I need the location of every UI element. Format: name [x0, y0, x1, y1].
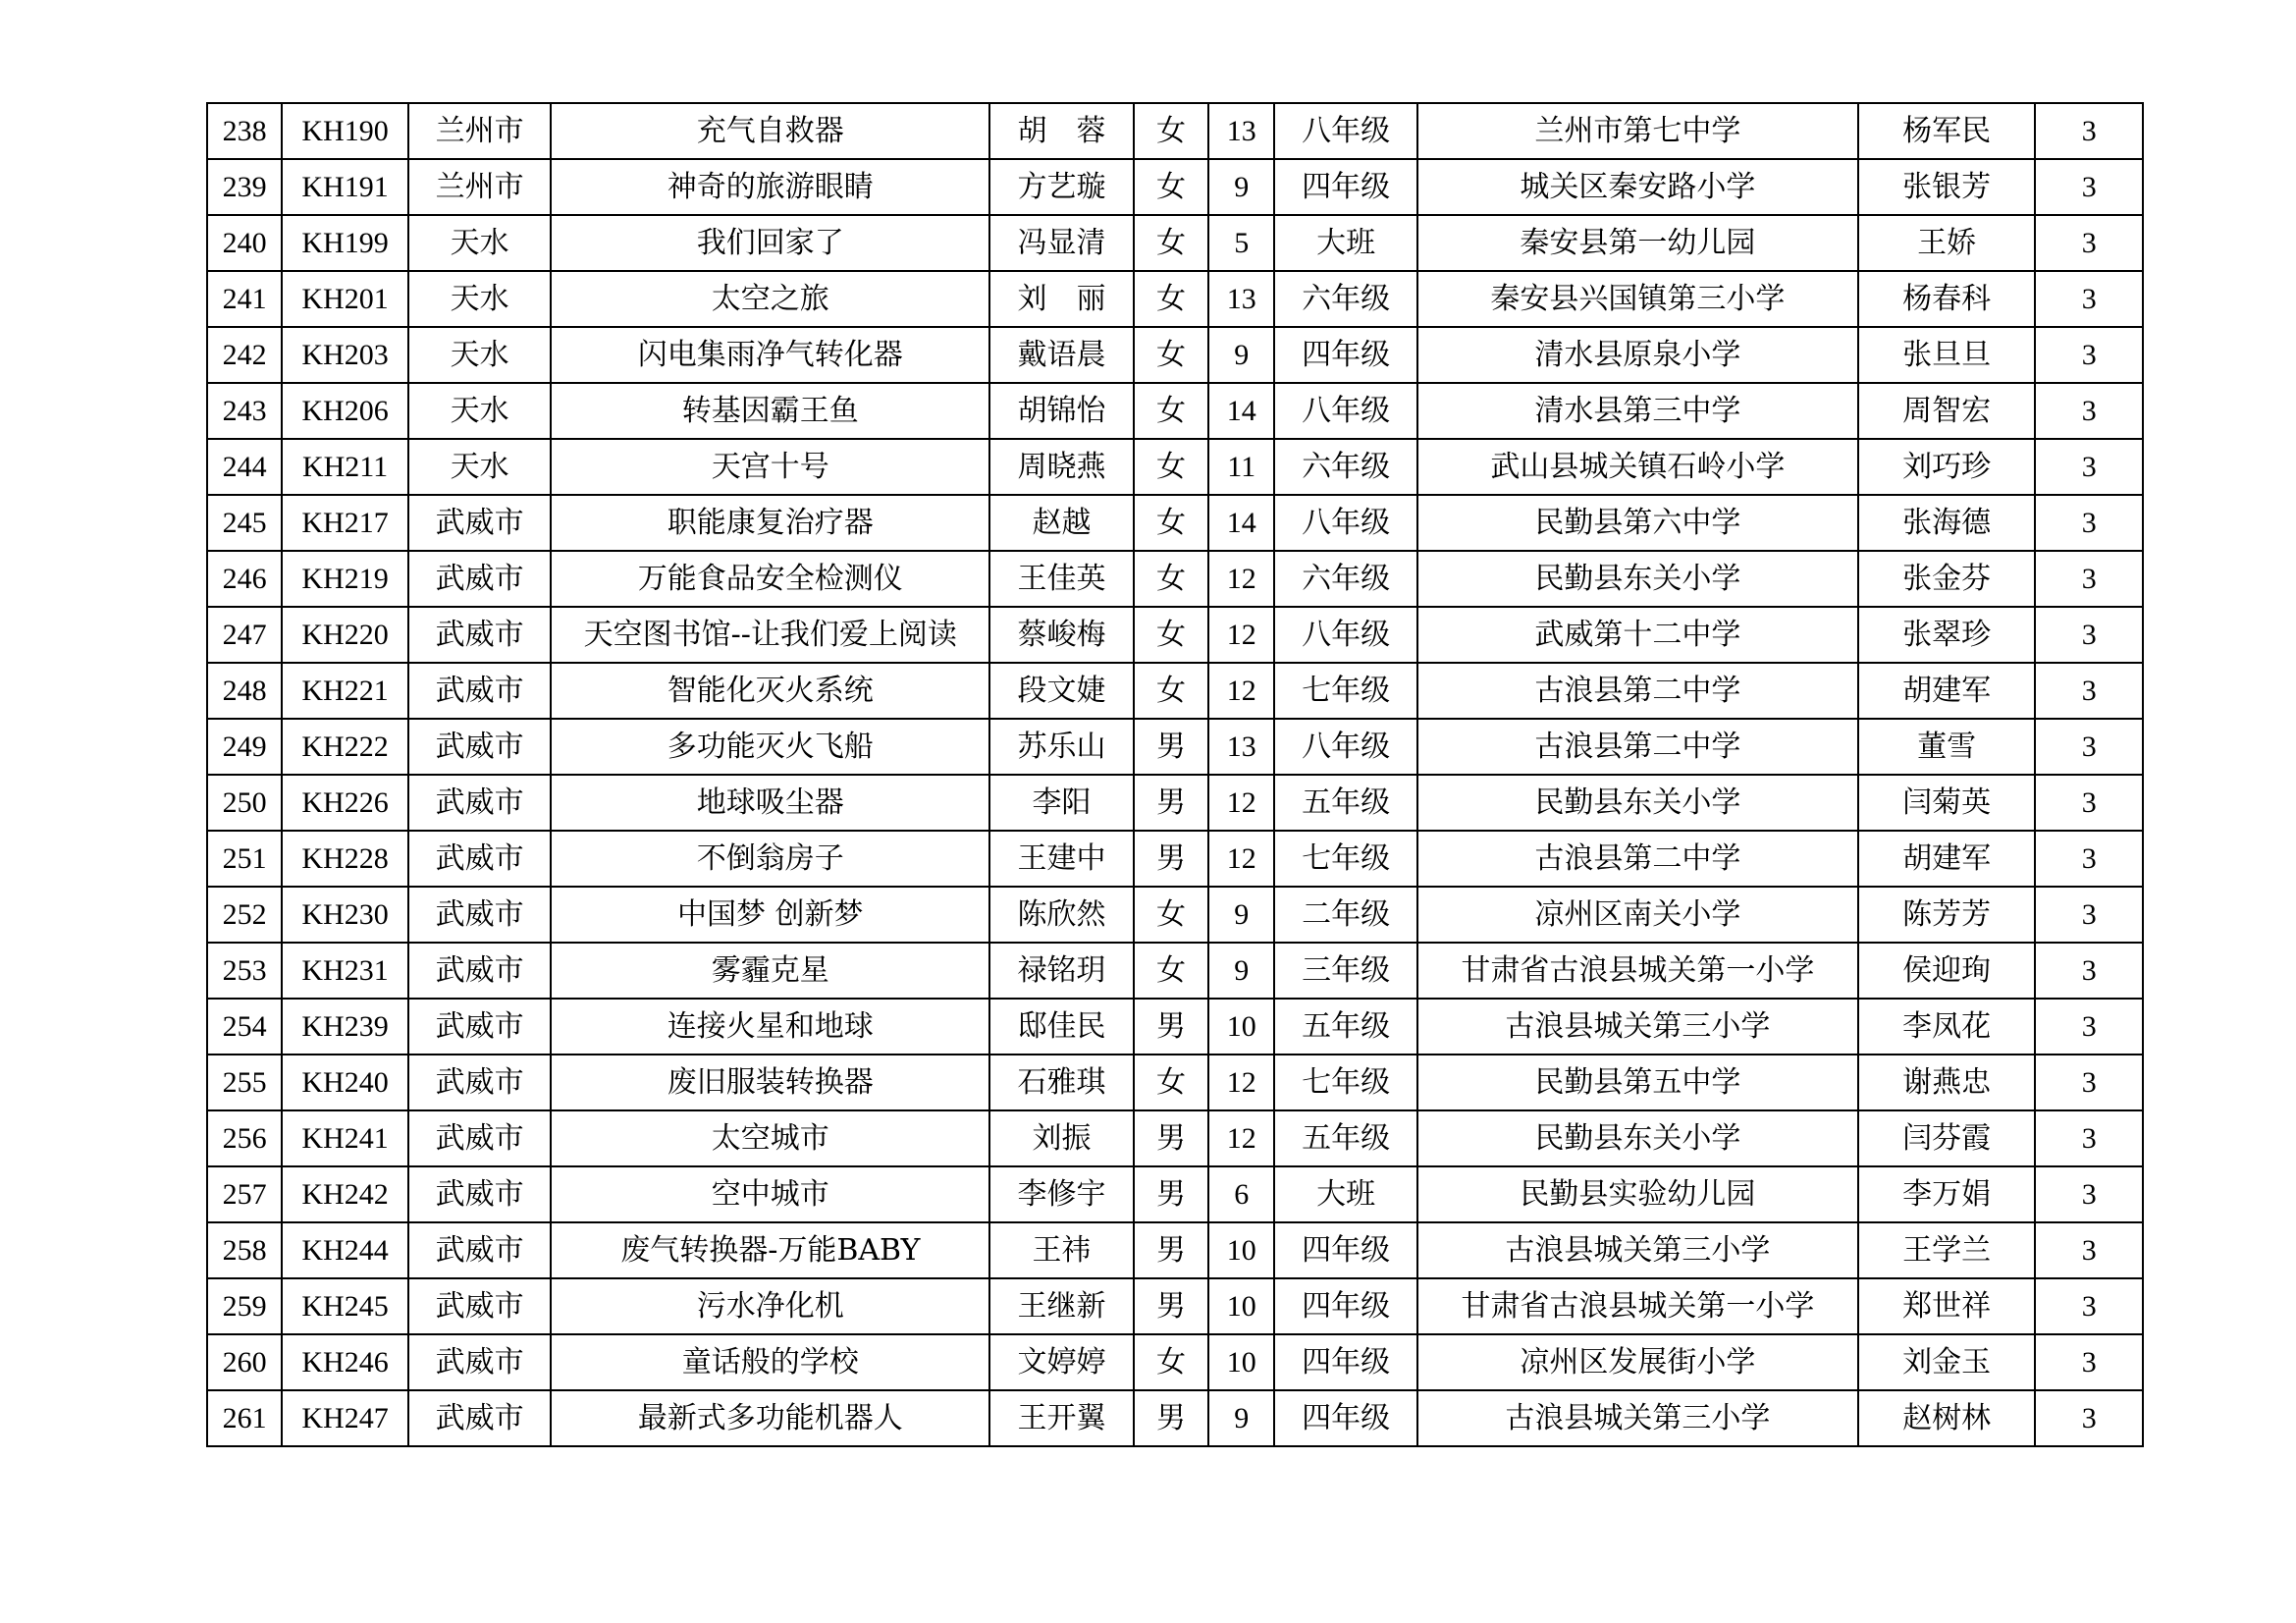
- student-name-cell: 段文婕: [989, 663, 1134, 719]
- entry-code-cell: KH231: [282, 943, 408, 999]
- student-name-cell: 刘 丽: [989, 271, 1134, 327]
- city-cell: 武威市: [408, 663, 552, 719]
- row-number-cell: 242: [207, 327, 282, 383]
- teacher-cell: 刘巧珍: [1858, 439, 2036, 495]
- table-row: [207, 999, 2143, 1055]
- student-name-cell: 李修宇: [989, 1166, 1134, 1222]
- level-cell: 3: [2035, 1055, 2143, 1110]
- teacher-cell: 闫菊英: [1858, 775, 2036, 831]
- table-row: [207, 1166, 2143, 1222]
- city-cell: 武威市: [408, 1166, 552, 1222]
- teacher-cell: 陈芳芳: [1858, 887, 2036, 943]
- teacher-cell: 郑世祥: [1858, 1278, 2036, 1334]
- entry-code-cell: KH244: [282, 1222, 408, 1278]
- grade-cell: 五年级: [1274, 775, 1417, 831]
- student-name-cell: 王佳英: [989, 551, 1134, 607]
- teacher-cell: 张银芳: [1858, 159, 2036, 215]
- table-row: [207, 383, 2143, 439]
- age-cell: 10: [1208, 999, 1274, 1055]
- table-row: [207, 719, 2143, 775]
- grade-cell: 四年级: [1274, 159, 1417, 215]
- entry-code-cell: KH199: [282, 215, 408, 271]
- entry-code-cell: KH206: [282, 383, 408, 439]
- level-cell: 3: [2035, 607, 2143, 663]
- work-title-cell: 神奇的旅游眼睛: [551, 159, 989, 215]
- city-cell: 武威市: [408, 1334, 552, 1390]
- school-cell: 民勤县东关小学: [1417, 1110, 1858, 1166]
- teacher-cell: 张旦旦: [1858, 327, 2036, 383]
- work-title-cell: 充气自救器: [551, 103, 989, 159]
- table-row: [207, 1334, 2143, 1390]
- table-row: [207, 887, 2143, 943]
- city-cell: 武威市: [408, 775, 552, 831]
- student-name-cell: 苏乐山: [989, 719, 1134, 775]
- grade-cell: 五年级: [1274, 999, 1417, 1055]
- school-cell: 古浪县城关第三小学: [1417, 999, 1858, 1055]
- table-row: [207, 1278, 2143, 1334]
- row-number-cell: 257: [207, 1166, 282, 1222]
- gender-cell: 女: [1134, 103, 1208, 159]
- teacher-cell: 胡建军: [1858, 663, 2036, 719]
- row-number-cell: 247: [207, 607, 282, 663]
- row-number-cell: 259: [207, 1278, 282, 1334]
- teacher-cell: 胡建军: [1858, 831, 2036, 887]
- row-number-cell: 252: [207, 887, 282, 943]
- teacher-cell: 张金芬: [1858, 551, 2036, 607]
- grade-cell: 七年级: [1274, 831, 1417, 887]
- level-cell: 3: [2035, 887, 2143, 943]
- grade-cell: 四年级: [1274, 1222, 1417, 1278]
- age-cell: 12: [1208, 551, 1274, 607]
- student-name-cell: 陈欣然: [989, 887, 1134, 943]
- student-name-cell: 刘振: [989, 1110, 1134, 1166]
- age-cell: 13: [1208, 719, 1274, 775]
- teacher-cell: 李凤花: [1858, 999, 2036, 1055]
- teacher-cell: 董雪: [1858, 719, 2036, 775]
- level-cell: 3: [2035, 999, 2143, 1055]
- gender-cell: 女: [1134, 607, 1208, 663]
- gender-cell: 女: [1134, 495, 1208, 551]
- work-title-cell: 空中城市: [551, 1166, 989, 1222]
- city-cell: 天水: [408, 439, 552, 495]
- table-row: [207, 775, 2143, 831]
- age-cell: 5: [1208, 215, 1274, 271]
- work-title-cell: 转基因霸王鱼: [551, 383, 989, 439]
- gender-cell: 女: [1134, 663, 1208, 719]
- table-row: [207, 103, 2143, 159]
- city-cell: 武威市: [408, 1278, 552, 1334]
- school-cell: 兰州市第七中学: [1417, 103, 1858, 159]
- age-cell: 12: [1208, 607, 1274, 663]
- level-cell: 3: [2035, 1110, 2143, 1166]
- table-row: [207, 607, 2143, 663]
- city-cell: 天水: [408, 383, 552, 439]
- student-name-cell: 王建中: [989, 831, 1134, 887]
- city-cell: 武威市: [408, 551, 552, 607]
- city-cell: 武威市: [408, 999, 552, 1055]
- teacher-cell: 王学兰: [1858, 1222, 2036, 1278]
- work-title-cell: 智能化灭火系统: [551, 663, 989, 719]
- city-cell: 武威市: [408, 887, 552, 943]
- grade-cell: 八年级: [1274, 495, 1417, 551]
- level-cell: 3: [2035, 1390, 2143, 1446]
- age-cell: 9: [1208, 1390, 1274, 1446]
- table-row: [207, 663, 2143, 719]
- school-cell: 秦安县第一幼儿园: [1417, 215, 1858, 271]
- age-cell: 13: [1208, 271, 1274, 327]
- entry-code-cell: KH201: [282, 271, 408, 327]
- school-cell: 民勤县第六中学: [1417, 495, 1858, 551]
- gender-cell: 女: [1134, 551, 1208, 607]
- grade-cell: 八年级: [1274, 607, 1417, 663]
- school-cell: 民勤县东关小学: [1417, 775, 1858, 831]
- age-cell: 9: [1208, 887, 1274, 943]
- gender-cell: 女: [1134, 383, 1208, 439]
- entry-code-cell: KH228: [282, 831, 408, 887]
- school-cell: 秦安县兴国镇第三小学: [1417, 271, 1858, 327]
- table-row: [207, 1222, 2143, 1278]
- row-number-cell: 241: [207, 271, 282, 327]
- entry-code-cell: KH239: [282, 999, 408, 1055]
- student-name-cell: 周晓燕: [989, 439, 1134, 495]
- work-title-cell: 太空之旅: [551, 271, 989, 327]
- table-row: [207, 1390, 2143, 1446]
- level-cell: 3: [2035, 1334, 2143, 1390]
- work-title-cell: 不倒翁房子: [551, 831, 989, 887]
- participant-table: [206, 102, 2144, 1447]
- student-name-cell: 蔡峻梅: [989, 607, 1134, 663]
- work-title-cell: 最新式多功能机器人: [551, 1390, 989, 1446]
- gender-cell: 女: [1134, 327, 1208, 383]
- city-cell: 武威市: [408, 1110, 552, 1166]
- gender-cell: 男: [1134, 999, 1208, 1055]
- grade-cell: 七年级: [1274, 663, 1417, 719]
- work-title-cell: 废气转换器-万能BABY: [551, 1222, 989, 1278]
- row-number-cell: 260: [207, 1334, 282, 1390]
- grade-cell: 四年级: [1274, 1390, 1417, 1446]
- row-number-cell: 253: [207, 943, 282, 999]
- age-cell: 12: [1208, 775, 1274, 831]
- grade-cell: 五年级: [1274, 1110, 1417, 1166]
- row-number-cell: 251: [207, 831, 282, 887]
- city-cell: 兰州市: [408, 159, 552, 215]
- entry-code-cell: KH191: [282, 159, 408, 215]
- table-row: [207, 159, 2143, 215]
- age-cell: 9: [1208, 159, 1274, 215]
- school-cell: 武威第十二中学: [1417, 607, 1858, 663]
- teacher-cell: 谢燕忠: [1858, 1055, 2036, 1110]
- row-number-cell: 245: [207, 495, 282, 551]
- work-title-cell: 天空图书馆--让我们爱上阅读: [551, 607, 989, 663]
- gender-cell: 男: [1134, 1390, 1208, 1446]
- grade-cell: 四年级: [1274, 327, 1417, 383]
- row-number-cell: 244: [207, 439, 282, 495]
- grade-cell: 大班: [1274, 1166, 1417, 1222]
- school-cell: 古浪县城关第三小学: [1417, 1390, 1858, 1446]
- table-row: [207, 551, 2143, 607]
- table-row: [207, 1055, 2143, 1110]
- student-name-cell: 方艺璇: [989, 159, 1134, 215]
- student-name-cell: 冯显清: [989, 215, 1134, 271]
- grade-cell: 二年级: [1274, 887, 1417, 943]
- level-cell: 3: [2035, 215, 2143, 271]
- level-cell: 3: [2035, 719, 2143, 775]
- age-cell: 13: [1208, 103, 1274, 159]
- school-cell: 古浪县第二中学: [1417, 663, 1858, 719]
- student-name-cell: 李阳: [989, 775, 1134, 831]
- school-cell: 民勤县东关小学: [1417, 551, 1858, 607]
- row-number-cell: 256: [207, 1110, 282, 1166]
- school-cell: 凉州区发展街小学: [1417, 1334, 1858, 1390]
- student-name-cell: 戴语晨: [989, 327, 1134, 383]
- grade-cell: 六年级: [1274, 439, 1417, 495]
- entry-code-cell: KH222: [282, 719, 408, 775]
- row-number-cell: 238: [207, 103, 282, 159]
- level-cell: 3: [2035, 551, 2143, 607]
- row-number-cell: 250: [207, 775, 282, 831]
- school-cell: 民勤县第五中学: [1417, 1055, 1858, 1110]
- school-cell: 甘肃省古浪县城关第一小学: [1417, 943, 1858, 999]
- school-cell: 武山县城关镇石岭小学: [1417, 439, 1858, 495]
- work-title-cell: 地球吸尘器: [551, 775, 989, 831]
- school-cell: 古浪县第二中学: [1417, 719, 1858, 775]
- city-cell: 武威市: [408, 495, 552, 551]
- entry-code-cell: KH203: [282, 327, 408, 383]
- student-name-cell: 胡锦怡: [989, 383, 1134, 439]
- gender-cell: 女: [1134, 1334, 1208, 1390]
- student-name-cell: 王继新: [989, 1278, 1134, 1334]
- student-name-cell: 赵越: [989, 495, 1134, 551]
- student-name-cell: 文婷婷: [989, 1334, 1134, 1390]
- city-cell: 武威市: [408, 1055, 552, 1110]
- row-number-cell: 254: [207, 999, 282, 1055]
- gender-cell: 男: [1134, 1278, 1208, 1334]
- table-row: [207, 943, 2143, 999]
- student-name-cell: 禄铭玥: [989, 943, 1134, 999]
- school-cell: 城关区秦安路小学: [1417, 159, 1858, 215]
- entry-code-cell: KH190: [282, 103, 408, 159]
- age-cell: 12: [1208, 1110, 1274, 1166]
- age-cell: 12: [1208, 663, 1274, 719]
- gender-cell: 女: [1134, 159, 1208, 215]
- level-cell: 3: [2035, 831, 2143, 887]
- row-number-cell: 248: [207, 663, 282, 719]
- entry-code-cell: KH242: [282, 1166, 408, 1222]
- level-cell: 3: [2035, 663, 2143, 719]
- row-number-cell: 249: [207, 719, 282, 775]
- work-title-cell: 污水净化机: [551, 1278, 989, 1334]
- level-cell: 3: [2035, 383, 2143, 439]
- level-cell: 3: [2035, 439, 2143, 495]
- gender-cell: 男: [1134, 719, 1208, 775]
- gender-cell: 女: [1134, 943, 1208, 999]
- school-cell: 民勤县实验幼儿园: [1417, 1166, 1858, 1222]
- row-number-cell: 240: [207, 215, 282, 271]
- row-number-cell: 261: [207, 1390, 282, 1446]
- entry-code-cell: KH246: [282, 1334, 408, 1390]
- entry-code-cell: KH221: [282, 663, 408, 719]
- entry-code-cell: KH230: [282, 887, 408, 943]
- student-name-cell: 石雅琪: [989, 1055, 1134, 1110]
- teacher-cell: 周智宏: [1858, 383, 2036, 439]
- work-title-cell: 太空城市: [551, 1110, 989, 1166]
- work-title-cell: 童话般的学校: [551, 1334, 989, 1390]
- teacher-cell: 张海德: [1858, 495, 2036, 551]
- student-name-cell: 王开翼: [989, 1390, 1134, 1446]
- table-row: [207, 439, 2143, 495]
- school-cell: 清水县原泉小学: [1417, 327, 1858, 383]
- city-cell: 天水: [408, 215, 552, 271]
- city-cell: 武威市: [408, 831, 552, 887]
- table-row: [207, 215, 2143, 271]
- work-title-cell: 中国梦 创新梦: [551, 887, 989, 943]
- school-cell: 古浪县城关第三小学: [1417, 1222, 1858, 1278]
- age-cell: 11: [1208, 439, 1274, 495]
- work-title-cell: 万能食品安全检测仪: [551, 551, 989, 607]
- grade-cell: 四年级: [1274, 1334, 1417, 1390]
- teacher-cell: 刘金玉: [1858, 1334, 2036, 1390]
- entry-code-cell: KH211: [282, 439, 408, 495]
- teacher-cell: 李万娟: [1858, 1166, 2036, 1222]
- city-cell: 天水: [408, 327, 552, 383]
- work-title-cell: 废旧服装转换器: [551, 1055, 989, 1110]
- gender-cell: 男: [1134, 775, 1208, 831]
- work-title-cell: 雾霾克星: [551, 943, 989, 999]
- city-cell: 武威市: [408, 719, 552, 775]
- level-cell: 3: [2035, 1222, 2143, 1278]
- teacher-cell: 杨春科: [1858, 271, 2036, 327]
- grade-cell: 八年级: [1274, 103, 1417, 159]
- level-cell: 3: [2035, 327, 2143, 383]
- entry-code-cell: KH247: [282, 1390, 408, 1446]
- teacher-cell: 杨军民: [1858, 103, 2036, 159]
- age-cell: 12: [1208, 831, 1274, 887]
- level-cell: 3: [2035, 775, 2143, 831]
- age-cell: 9: [1208, 327, 1274, 383]
- gender-cell: 男: [1134, 1166, 1208, 1222]
- work-title-cell: 天宫十号: [551, 439, 989, 495]
- row-number-cell: 243: [207, 383, 282, 439]
- row-number-cell: 258: [207, 1222, 282, 1278]
- gender-cell: 女: [1134, 215, 1208, 271]
- school-cell: 古浪县第二中学: [1417, 831, 1858, 887]
- age-cell: 6: [1208, 1166, 1274, 1222]
- entry-code-cell: KH220: [282, 607, 408, 663]
- level-cell: 3: [2035, 103, 2143, 159]
- work-title-cell: 多功能灭火飞船: [551, 719, 989, 775]
- level-cell: 3: [2035, 943, 2143, 999]
- level-cell: 3: [2035, 495, 2143, 551]
- work-title-cell: 连接火星和地球: [551, 999, 989, 1055]
- age-cell: 9: [1208, 943, 1274, 999]
- student-name-cell: 胡 蓉: [989, 103, 1134, 159]
- gender-cell: 女: [1134, 439, 1208, 495]
- level-cell: 3: [2035, 159, 2143, 215]
- gender-cell: 男: [1134, 831, 1208, 887]
- table-row: [207, 327, 2143, 383]
- gender-cell: 女: [1134, 887, 1208, 943]
- gender-cell: 女: [1134, 271, 1208, 327]
- city-cell: 兰州市: [408, 103, 552, 159]
- age-cell: 10: [1208, 1222, 1274, 1278]
- teacher-cell: 王娇: [1858, 215, 2036, 271]
- teacher-cell: 侯迎珣: [1858, 943, 2036, 999]
- school-cell: 清水县第三中学: [1417, 383, 1858, 439]
- age-cell: 12: [1208, 1055, 1274, 1110]
- document-page: [206, 102, 2144, 1447]
- entry-code-cell: KH241: [282, 1110, 408, 1166]
- table-row: [207, 1110, 2143, 1166]
- city-cell: 武威市: [408, 607, 552, 663]
- work-title-cell: 我们回家了: [551, 215, 989, 271]
- row-number-cell: 255: [207, 1055, 282, 1110]
- teacher-cell: 张翠珍: [1858, 607, 2036, 663]
- student-name-cell: 王祎: [989, 1222, 1134, 1278]
- entry-code-cell: KH219: [282, 551, 408, 607]
- grade-cell: 大班: [1274, 215, 1417, 271]
- entry-code-cell: KH226: [282, 775, 408, 831]
- entry-code-cell: KH240: [282, 1055, 408, 1110]
- grade-cell: 六年级: [1274, 551, 1417, 607]
- grade-cell: 六年级: [1274, 271, 1417, 327]
- grade-cell: 八年级: [1274, 383, 1417, 439]
- age-cell: 10: [1208, 1334, 1274, 1390]
- work-title-cell: 闪电集雨净气转化器: [551, 327, 989, 383]
- city-cell: 天水: [408, 271, 552, 327]
- school-cell: 凉州区南关小学: [1417, 887, 1858, 943]
- grade-cell: 四年级: [1274, 1278, 1417, 1334]
- table-row: [207, 831, 2143, 887]
- table-body: [207, 103, 2143, 1446]
- gender-cell: 女: [1134, 1055, 1208, 1110]
- level-cell: 3: [2035, 1278, 2143, 1334]
- level-cell: 3: [2035, 1166, 2143, 1222]
- entry-code-cell: KH217: [282, 495, 408, 551]
- city-cell: 武威市: [408, 1222, 552, 1278]
- row-number-cell: 239: [207, 159, 282, 215]
- age-cell: 10: [1208, 1278, 1274, 1334]
- grade-cell: 八年级: [1274, 719, 1417, 775]
- row-number-cell: 246: [207, 551, 282, 607]
- age-cell: 14: [1208, 495, 1274, 551]
- school-cell: 甘肃省古浪县城关第一小学: [1417, 1278, 1858, 1334]
- gender-cell: 男: [1134, 1222, 1208, 1278]
- student-name-cell: 邸佳民: [989, 999, 1134, 1055]
- city-cell: 武威市: [408, 1390, 552, 1446]
- table-row: [207, 271, 2143, 327]
- age-cell: 14: [1208, 383, 1274, 439]
- work-title-cell: 职能康复治疗器: [551, 495, 989, 551]
- entry-code-cell: KH245: [282, 1278, 408, 1334]
- teacher-cell: 赵树林: [1858, 1390, 2036, 1446]
- table-row: [207, 495, 2143, 551]
- gender-cell: 男: [1134, 1110, 1208, 1166]
- grade-cell: 三年级: [1274, 943, 1417, 999]
- grade-cell: 七年级: [1274, 1055, 1417, 1110]
- city-cell: 武威市: [408, 943, 552, 999]
- teacher-cell: 闫芬霞: [1858, 1110, 2036, 1166]
- level-cell: 3: [2035, 271, 2143, 327]
